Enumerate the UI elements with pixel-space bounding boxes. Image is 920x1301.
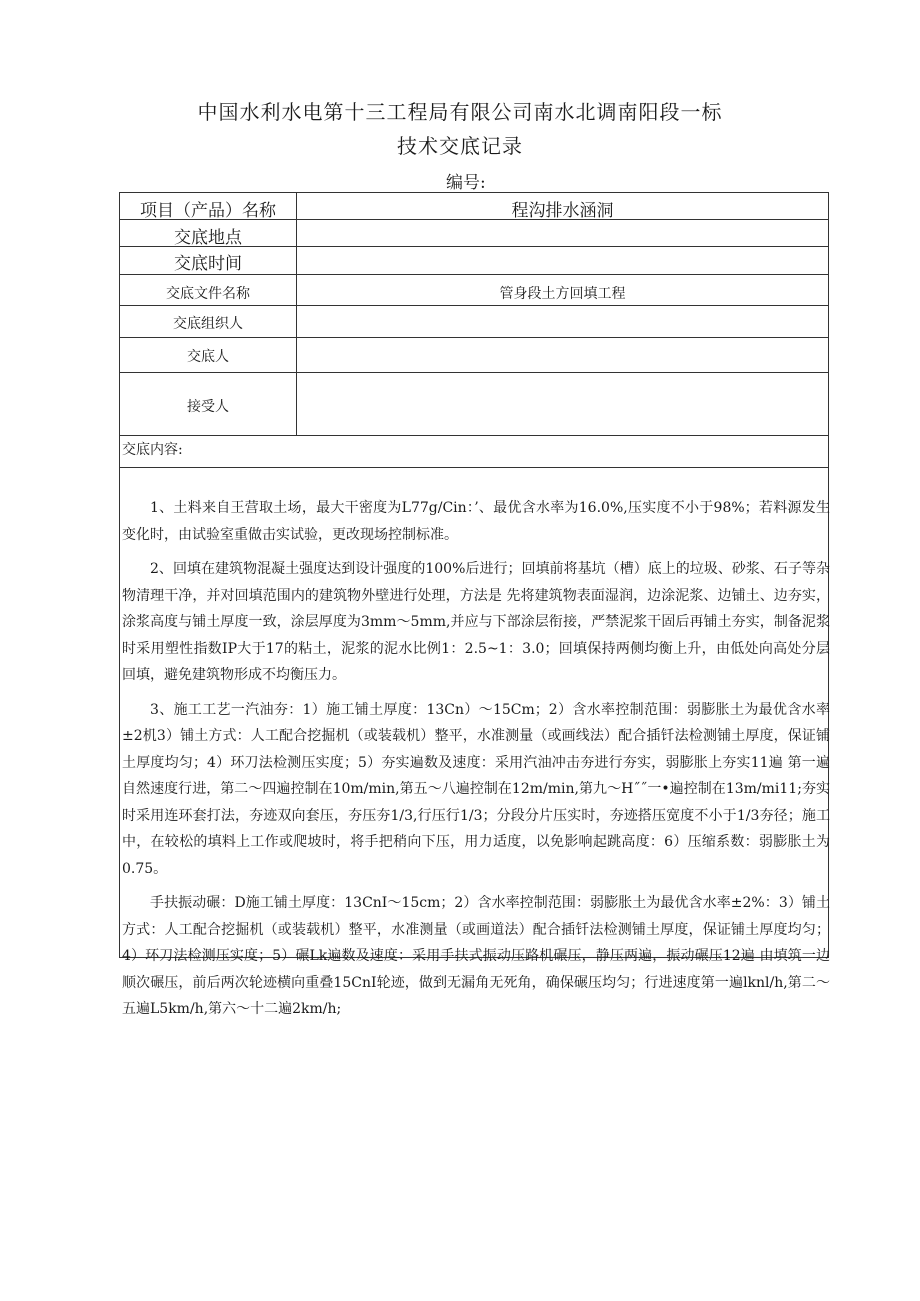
presenter-label: 交底人: [187, 349, 229, 365]
document-name-label: 交底文件名称: [166, 286, 250, 302]
table-divider: [120, 435, 828, 436]
content-paragraph: 3、施工工艺一汽油夯：1）施工铺土厚度：13Cn）～15Cm；2）含水率控制范围：弱膨胀土为最优含水率±2机3）铺土方式：人工配合挖掘机（或装载机）整平，水准测量（或画线法）配合插钎法检测铺土厚度，保证铺土厚度均匀；4）环刀法检测压实度；5）夯实遍数及速度：采用汽油冲击夯进行夯实，弱膨胀上夯实11遍 第一遍自然速度行进，第二～四遍控制在10m/min,第五～八遍控制在12m/min,第九～H˝˝一•遍控制在13m/mi11;夯实时采用连环套打法，夯迹双向套压，夯压夯1/3,行压行1/3；分段分片压实时，夯迹搭压宽度不小于1/3夯径；施工中，在较松的填料上工作或爬坡时，将手把稍向下压，用力适度，以免影响起跳高度：6）压缩系数：弱膨胀土为0.75。: [122, 701, 830, 877]
content-paragraph: 2、回填在建筑物混凝土强度达到设计强度的100%后进行；回填前将基坑（槽）底上的垃圾、砂浆、石子等杂物清理干净，并对回填范围内的建筑物外壁进行处理，方法是 先将建筑物表面湿润，边涂泥浆、边铺土、边夯实，涂浆高度与铺土厚度一致，涂层厚度为3mm～5mm,并应与下部涂层衔接，严禁泥浆干固后再铺土夯实，制备泥浆时采用塑性指数IP大于17的粘土，泥浆的泥水比例1：2.5~1：3.0；回填保持两侧均衡上升，由低处向高处分层回填，避免建筑物形成不均衡压力。: [122, 561, 830, 683]
table-divider: [120, 372, 828, 373]
table-divider: [120, 337, 828, 338]
content-paragraph: 1、土料来自王营取土场，最大干密度为L77g/Cin：’、最优含水率为16.0%,压实度不小于98%；若料源发生变化时，由试验室重做击实试验，更改现场控制标准。: [122, 500, 830, 543]
document-title: 中国水利水电第十三工程局有限公司南水北调南阳段一标: [197, 100, 723, 124]
disclosure-content: [120, 495, 830, 1031]
project-name-value: 程沟排水涵洞: [511, 201, 614, 221]
serial-number-label: 编号:: [446, 173, 486, 193]
table-divider: [120, 467, 828, 468]
project-name-label: 项目（产品）名称: [140, 201, 276, 221]
location-label: 交底地点: [174, 228, 242, 248]
table-divider: [120, 305, 828, 306]
organizer-label: 交底组织人: [173, 316, 243, 332]
table-divider: [120, 274, 828, 275]
recipient-label: 接受人: [187, 399, 229, 415]
document-name-value: 管身段土方回填工程: [499, 286, 626, 302]
time-label: 交底时间: [174, 254, 242, 274]
table-column-divider: [296, 193, 297, 435]
content-label: 交底内容:: [122, 442, 183, 458]
document-subtitle: 技术交底记录: [397, 134, 523, 158]
disclosure-record-table: [119, 192, 830, 1017]
content-paragraph: 手扶振动碾：D施工铺土厚度：13CnI～15cm；2）含水率控制范围：弱膨胀土为最优含水率±2%：3）铺土方式：人工配合挖掘机（或装载机）整平，水准测量（或画道法）配合插钎法检测铺土厚度，保证铺土厚度均匀；4）环刀法检测压实度；5）碾Lk遍数及速度：采用手扶式振动压路机碾压，静压两遍，振动碾压12遍 由填筑一边顺次碾压，前后两次轮迹横向重叠15CnI轮迹，做到无漏角无死角，确保碾压均匀；行进速度第一遍lknl/h,第二～五遍L5km/h,第六～十二遍2km/h;: [122, 895, 830, 1017]
